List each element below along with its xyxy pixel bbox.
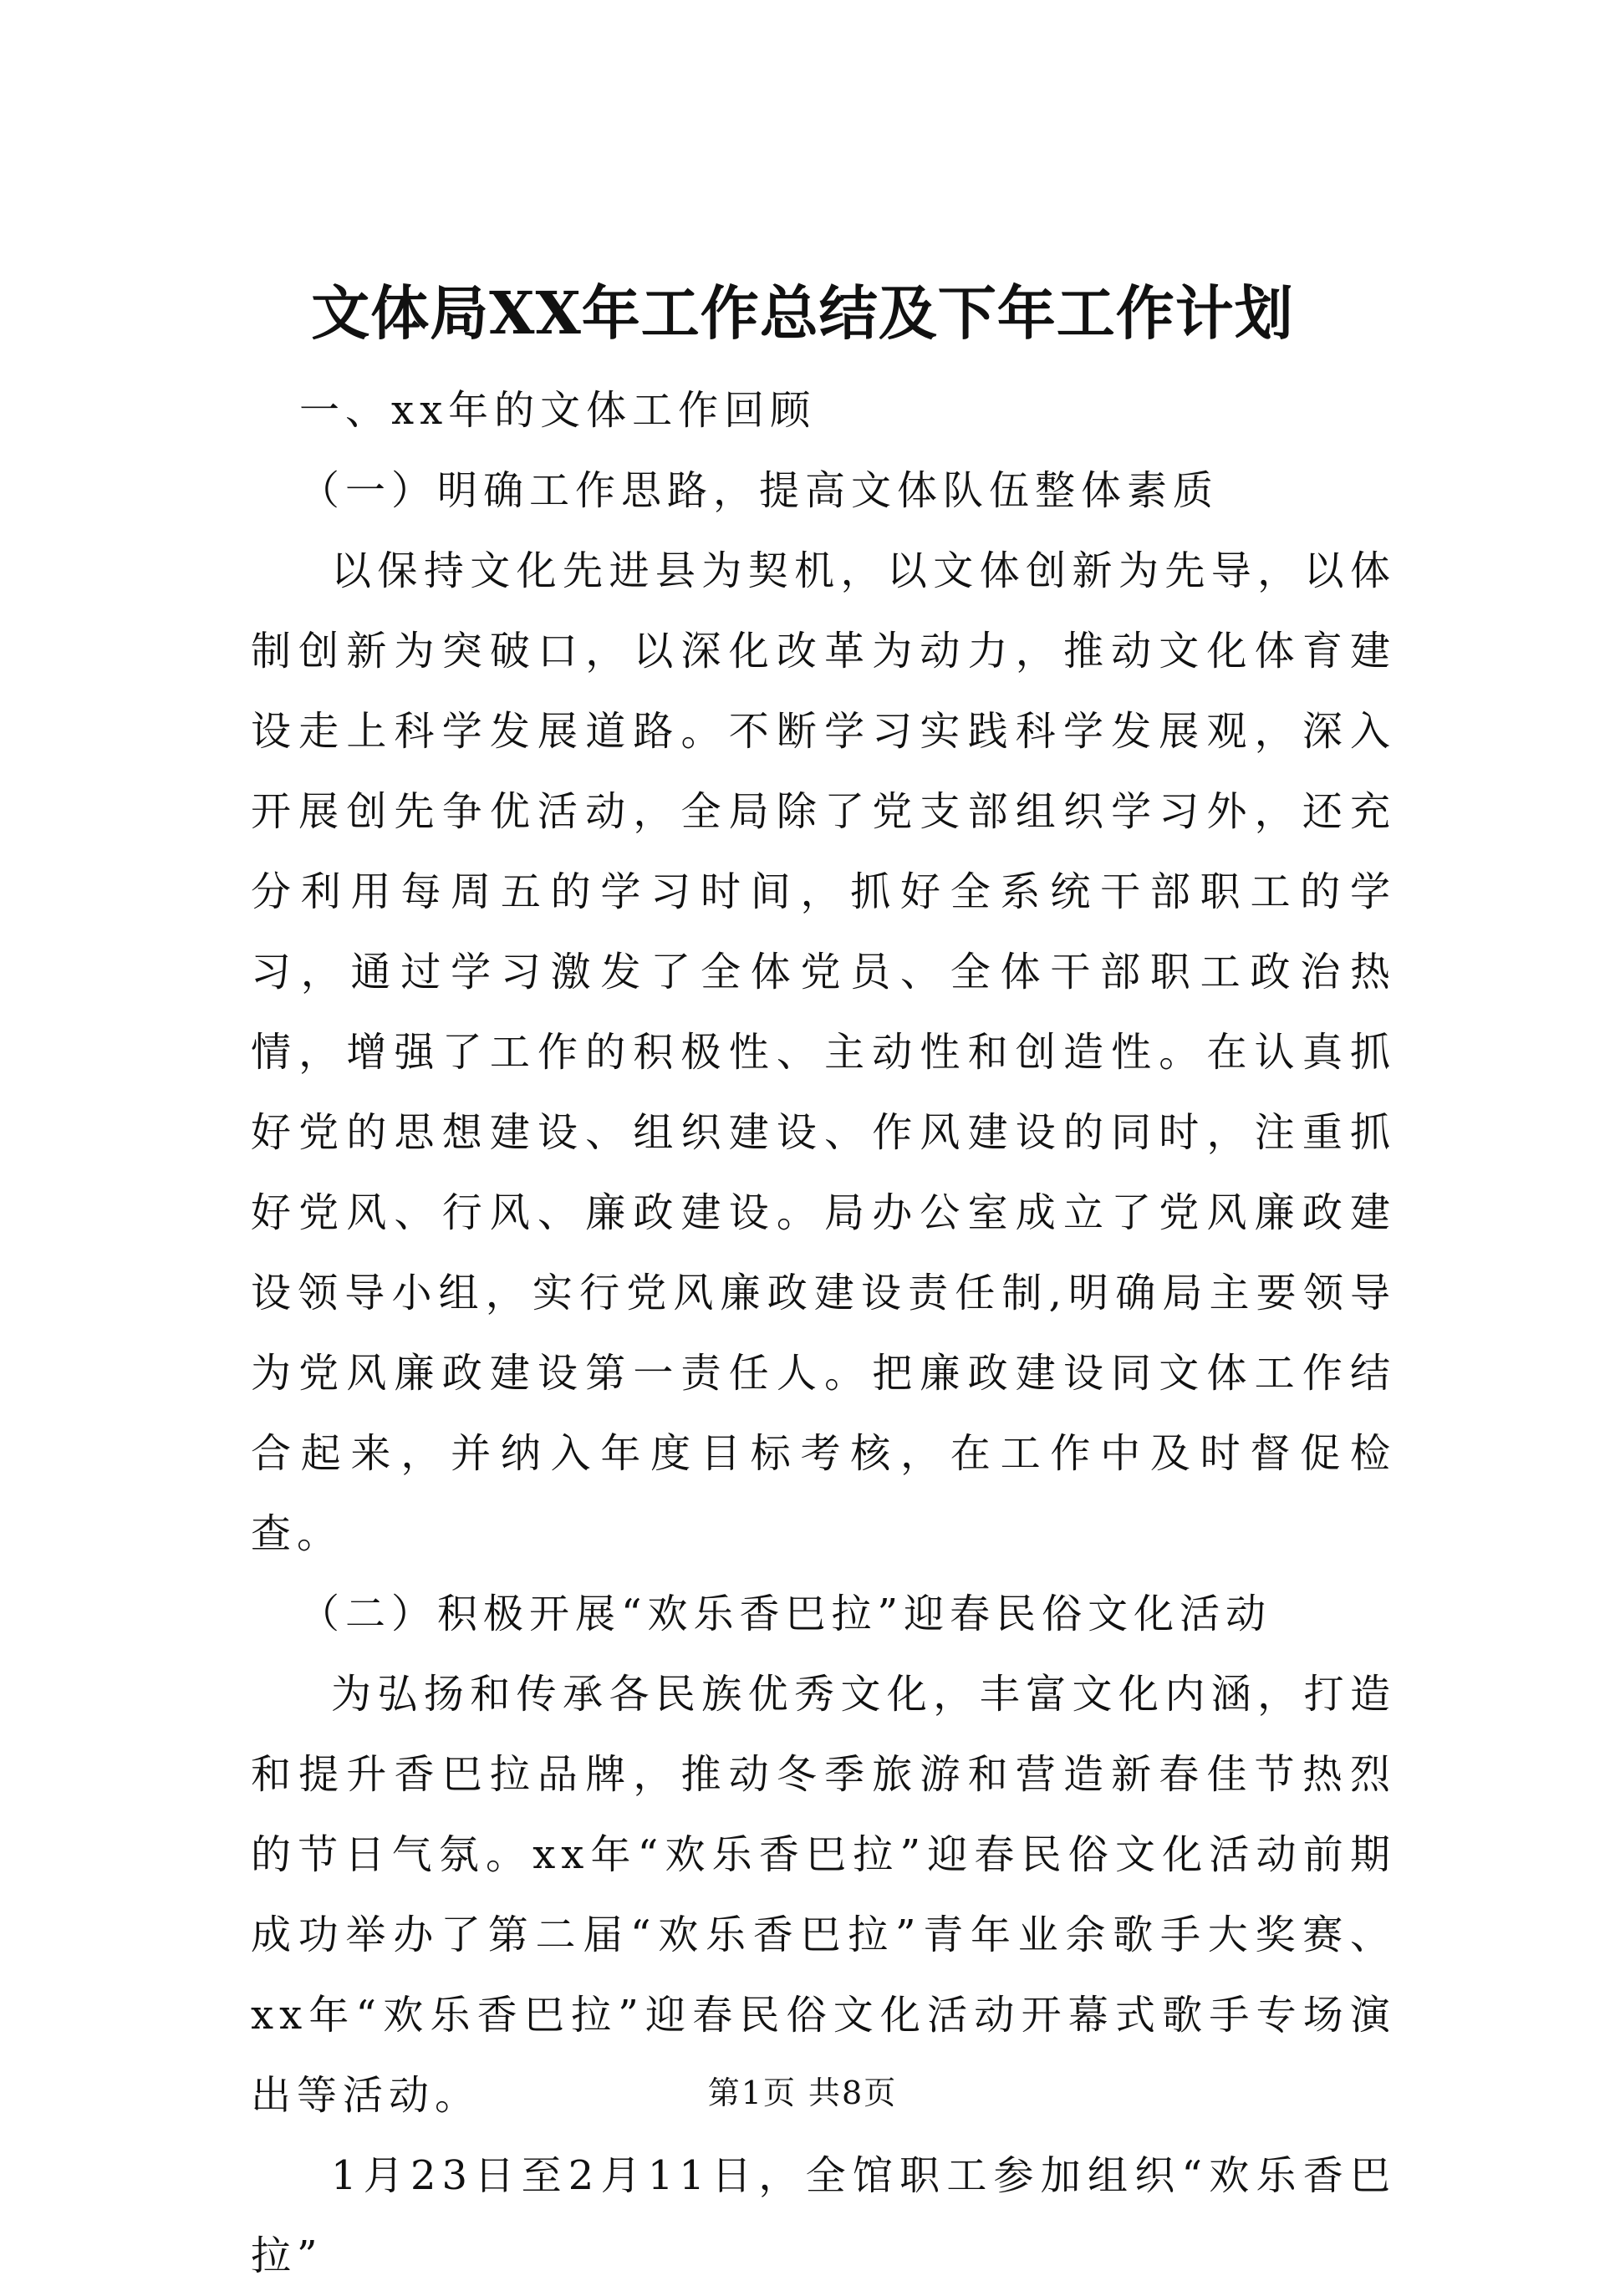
body-paragraph: 为弘扬和传承各民族优秀文化，丰富文化内涵，打造和提升香巴拉品牌，推动冬季旅游和营造新春佳节热烈的节日气氛。xx年“欢乐香巴拉”迎春民俗文化活动前期成功举办了第二届“欢乐香巴拉”青年业余歌手大奖赛、xx年“欢乐香巴拉”迎春民俗文化活动开幕式歌手专场演出等活动。 — [251, 1671, 1396, 2119]
body-paragraph: 以保持文化先进县为契机，以文体创新为先导，以体制创新为突破口，以深化改革为动力，推动文化体育建设走上科学发展道路。不断学习实践科学发展观，深入开展创先争优活动，全局除了党支部组织学习外，还充分利用每周五的学习时间，抓好全系统干部职工的学习，通过学习激发了全体党员、全体干部职工政治热情，增强了工作的积极性、主动性和创造性。在认真抓好党的思想建设、组织建设、作风建设的同时，注重抓好党风、行风、廉政建设。局办公室成立了党风廉政建设领导小组，实行党风廉政建设责任制,明确局主要领导为党风廉政建设第一责任人。把廉政建设同文体工作结合起来，并纳入年度目标考核，在工作中及时督促检查。 — [251, 547, 1396, 1557]
document-body — [251, 370, 1396, 2296]
body-paragraph: 1月23日至2月11日，全馆职工参加组织“欢乐香巴拉” — [251, 2152, 1396, 2279]
subsection-heading: （一）明确工作思路，提高文体队伍整体素质 — [299, 467, 1220, 514]
document-title: 文体局XX年工作总结及下年工作计划 — [311, 278, 1294, 348]
page-number-footer: 第1页 共8页 — [707, 2075, 898, 2111]
section-heading: 一、xx年的文体工作回顾 — [299, 387, 817, 434]
subsection-heading: （二）积极开展“欢乐香巴拉”迎春民俗文化活动 — [299, 1591, 1272, 1637]
